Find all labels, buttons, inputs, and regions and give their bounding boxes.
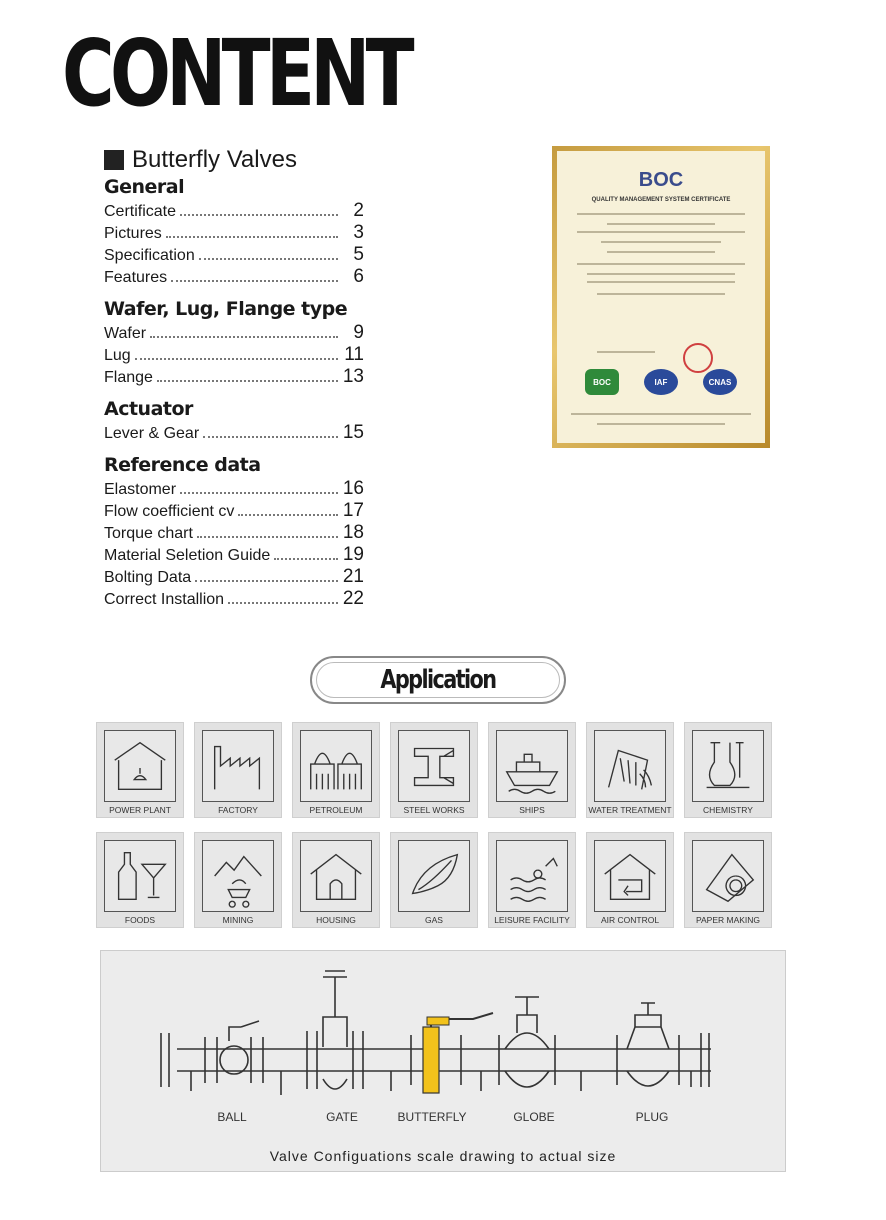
toc-entry: [104, 266, 364, 288]
dot-leader: [203, 424, 338, 438]
toc-section-heading: Reference data: [104, 454, 261, 476]
valve-label-plug: PLUG: [635, 1110, 669, 1124]
dot-leader: [180, 480, 338, 494]
text-line: [571, 413, 751, 415]
toc-entry-page: 11: [344, 344, 364, 365]
dot-leader: [199, 246, 338, 260]
certificate-heading: QUALITY MANAGEMENT SYSTEM CERTIFICATE: [591, 197, 731, 203]
valve-pipeline-diagram: [101, 951, 787, 1173]
toc-entry-label: Flange: [104, 369, 153, 386]
application-tile: [488, 832, 576, 928]
foods-icon: [104, 840, 176, 912]
toc-entry-page: 5: [353, 244, 364, 265]
application-tile-label: SHIPS: [519, 805, 545, 815]
toc-entry-page: 15: [342, 422, 364, 443]
text-line: [577, 213, 745, 215]
toc-entry-page: 17: [342, 500, 364, 521]
application-tile-label: HOUSING: [316, 915, 356, 925]
application-icons: [96, 722, 790, 942]
toc-entry-label: Torque chart: [104, 525, 193, 542]
dot-leader: [274, 546, 338, 560]
application-tile: [194, 722, 282, 818]
toc-entry: [104, 222, 364, 244]
text-line: [597, 423, 725, 425]
text-line: [607, 223, 715, 225]
application-tile-label: AIR CONTROL: [600, 915, 660, 925]
toc-entry: [104, 244, 364, 266]
application-tile: [96, 832, 184, 928]
certificate-logos: [585, 369, 737, 395]
text-line: [577, 231, 745, 233]
toc-entry: [104, 478, 364, 500]
toc-entry: [104, 522, 364, 544]
certificate-frame: [552, 146, 770, 448]
text-line: [607, 251, 715, 253]
icon-row: [96, 722, 790, 818]
toc-entry-page: 13: [342, 366, 364, 387]
dot-leader: [157, 368, 338, 382]
dot-leader: [180, 202, 338, 216]
signature-line: [597, 351, 655, 353]
toc-entry-label: Certificate: [104, 203, 177, 220]
toc-entry-page: 18: [342, 522, 364, 543]
valve-caption: Valve Configuations scale drawing to actual size: [269, 1148, 617, 1164]
valve-diagram-panel: [100, 950, 786, 1172]
dot-leader: [228, 590, 338, 604]
toc-sections: [104, 176, 364, 610]
application-tile: [96, 722, 184, 818]
toc-entry-label: Flow coefficient cv: [104, 503, 235, 520]
application-heading-pill: [310, 656, 566, 704]
application-heading: Application: [380, 665, 496, 695]
toc-entry-label: Specification: [104, 247, 195, 264]
icon-row: [96, 832, 790, 928]
boc-logo-icon: BOC: [585, 369, 619, 395]
dot-leader: [238, 502, 338, 516]
toc-entry: [104, 422, 364, 444]
air-control-icon: [594, 840, 666, 912]
toc-entry-page: 22: [342, 588, 364, 609]
certificate-document: [557, 151, 765, 443]
application-tile-label: PETROLEUM: [309, 805, 363, 815]
text-line: [587, 281, 735, 283]
certificate-brand: BOC: [638, 169, 684, 191]
application-tile: [488, 722, 576, 818]
power-plant-icon: [104, 730, 176, 802]
application-tile-label: POWER PLANT: [109, 805, 171, 815]
dot-leader: [195, 568, 338, 582]
factory-icon: [202, 730, 274, 802]
text-line: [587, 273, 735, 275]
text-line: [577, 263, 745, 265]
application-tile-label: CHEMISTRY: [703, 805, 753, 815]
toc-entry: [104, 588, 364, 610]
toc-entry-page: 9: [353, 322, 364, 343]
ships-icon: [496, 730, 568, 802]
housing-icon: [300, 840, 372, 912]
toc-section-heading: Wafer, Lug, Flange type: [104, 298, 348, 320]
text-line: [601, 241, 721, 243]
table-of-contents: [104, 146, 364, 610]
application-tile: [194, 832, 282, 928]
toc-section-heading: General: [104, 176, 185, 198]
butterfly-valve-highlight: [423, 1013, 493, 1093]
toc-entry-label: Pictures: [104, 225, 162, 242]
application-tile: [390, 832, 478, 928]
leisure-facility-icon: [496, 840, 568, 912]
dot-leader: [135, 346, 338, 360]
application-tile: [586, 722, 674, 818]
steel-works-icon: [398, 730, 470, 802]
application-tile: [684, 832, 772, 928]
dot-leader: [166, 224, 338, 238]
iaf-logo-icon: IAF: [644, 369, 678, 395]
toc-entry-label: Lug: [104, 347, 131, 364]
application-tile: [586, 832, 674, 928]
application-tile-label: MINING: [222, 915, 254, 925]
toc-entry: [104, 544, 364, 566]
valve-label-ball: BALL: [217, 1110, 247, 1124]
valve-label-gate: GATE: [326, 1110, 358, 1124]
page-title: CONTENT: [62, 20, 410, 127]
toc-entry-page: 3: [353, 222, 364, 243]
toc-entry: [104, 344, 364, 366]
toc-entry-label: Lever & Gear: [104, 425, 200, 442]
mining-icon: [202, 840, 274, 912]
toc-entry: [104, 322, 364, 344]
application-tile-label: WATER TREATMENT: [588, 805, 672, 815]
toc-entry-label: Elastomer: [104, 481, 177, 498]
application-tile-label: LEISURE FACILITY: [494, 915, 570, 925]
application-tile-label: STEEL WORKS: [403, 805, 465, 815]
gas-icon: [398, 840, 470, 912]
toc-main-heading: Butterfly Valves: [104, 146, 364, 174]
toc-entry: [104, 366, 364, 388]
paper-making-icon: [692, 840, 764, 912]
square-bullet-icon: [104, 150, 124, 170]
toc-entry: [104, 500, 364, 522]
application-tile-label: FACTORY: [218, 805, 258, 815]
cnas-logo-icon: CNAS: [703, 369, 737, 395]
toc-entry-label: Wafer: [104, 325, 147, 342]
dot-leader: [150, 324, 338, 338]
toc-entry-label: Bolting Data: [104, 569, 192, 586]
toc-entry-page: 16: [342, 478, 364, 499]
toc-entry-label: Material Seletion Guide: [104, 547, 271, 564]
toc-entry-page: 6: [353, 266, 364, 287]
toc-entry-page: 21: [342, 566, 364, 587]
application-tile: [390, 722, 478, 818]
dot-leader: [197, 524, 338, 538]
toc-entry-page: 19: [342, 544, 364, 565]
application-tile-label: PAPER MAKING: [695, 915, 761, 925]
chemistry-icon: [692, 730, 764, 802]
application-tile-label: GAS: [425, 915, 443, 925]
application-tile: [292, 722, 380, 818]
application-tile-label: FOODS: [124, 915, 156, 925]
toc-entry-page: 2: [353, 200, 364, 221]
dot-leader: [171, 268, 338, 282]
toc-section-heading: Actuator: [104, 398, 193, 420]
application-tile: [684, 722, 772, 818]
valve-label-globe: GLOBE: [513, 1110, 555, 1124]
text-line: [597, 293, 725, 295]
petroleum-icon: [300, 730, 372, 802]
valve-label-butterfly: BUTTERFLY: [397, 1110, 467, 1124]
toc-entry: [104, 200, 364, 222]
toc-entry-label: Features: [104, 269, 168, 286]
toc-entry-label: Correct Installion: [104, 591, 225, 608]
toc-entry: [104, 566, 364, 588]
water-treatment-icon: [594, 730, 666, 802]
application-tile: [292, 832, 380, 928]
